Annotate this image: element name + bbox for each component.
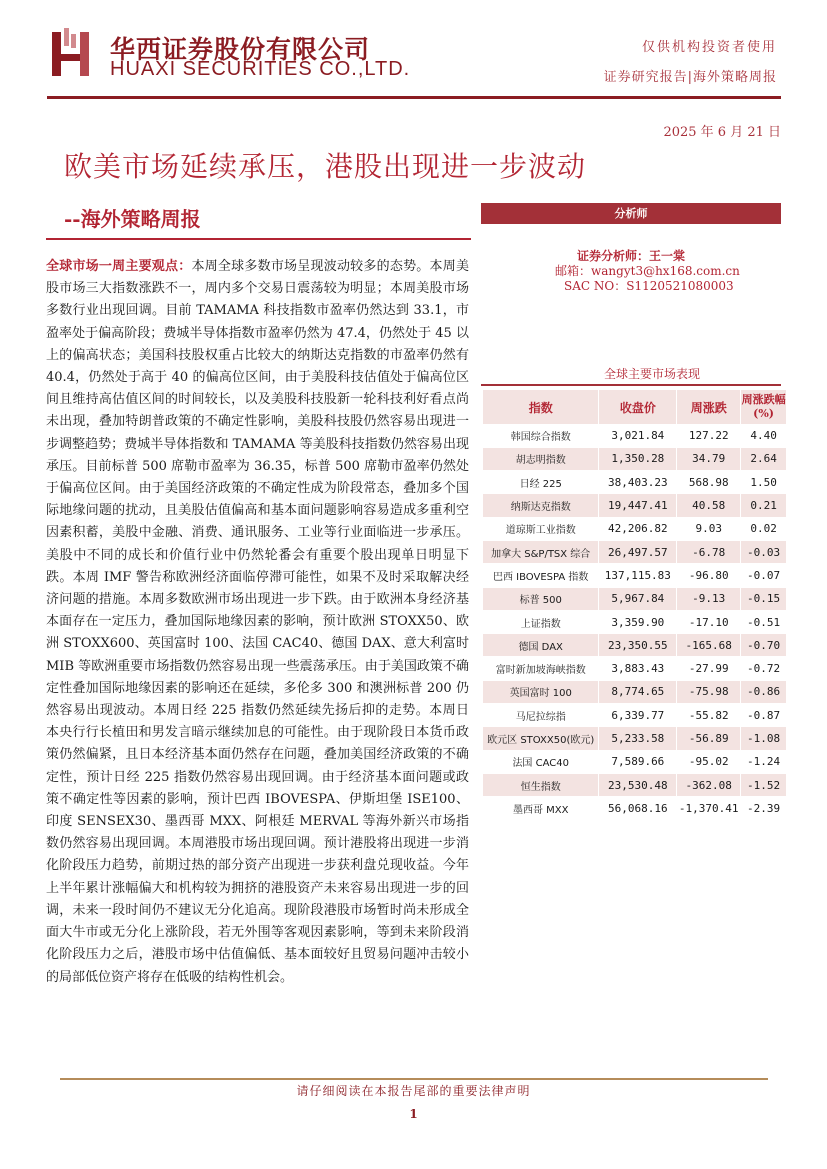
cell-change-pct: -1.52 (741, 773, 787, 796)
table-row (483, 494, 787, 517)
legal-notice: 请仔细阅读在本报告尾部的重要法律声明 (296, 1084, 531, 1098)
col-header-change: 周涨跌 (677, 390, 741, 424)
cell-change-pct: 0.21 (741, 494, 787, 517)
cell-close: 3,021.84 (599, 424, 677, 447)
cell-change-pct: -0.72 (741, 657, 787, 680)
cell-close: 38,403.23 (599, 471, 677, 494)
cell-change: -95.02 (677, 750, 741, 773)
cell-index-name: 墨西哥 MXX (483, 797, 599, 820)
cell-close: 137,115.83 (599, 564, 677, 587)
cell-change: -75.98 (677, 680, 741, 703)
cell-change: -9.13 (677, 587, 741, 610)
cell-change: 568.98 (677, 471, 741, 494)
cell-change-pct: 1.50 (741, 471, 787, 494)
table-row (483, 564, 787, 587)
cell-change: -96.80 (677, 564, 741, 587)
cell-change-pct: -0.03 (741, 540, 787, 563)
table-row (483, 471, 787, 494)
cell-change-pct: -0.86 (741, 680, 787, 703)
cell-index-name: 加拿大 S&P/TSX 综合 (483, 540, 599, 563)
cell-change: -165.68 (677, 634, 741, 657)
market-table-divider (481, 384, 781, 386)
cell-index-name: 胡志明指数 (483, 447, 599, 470)
report-subtitle: --海外策略周报 (64, 207, 201, 231)
subtitle-divider (46, 238, 471, 240)
cell-close: 1,350.28 (599, 447, 677, 470)
cell-index-name: 英国富时 100 (483, 680, 599, 703)
col-header-close: 收盘价 (599, 390, 677, 424)
header-divider (47, 96, 781, 99)
page-number: 1 (409, 1107, 418, 1121)
table-row (483, 447, 787, 470)
cell-index-name: 马尼拉综指 (483, 704, 599, 727)
table-row (483, 424, 787, 447)
cell-change: -27.99 (677, 657, 741, 680)
cell-change: 40.58 (677, 494, 741, 517)
cell-change-pct: -1.08 (741, 727, 787, 750)
table-row (483, 634, 787, 657)
cell-index-name: 巴西 IBOVESPA 指数 (483, 564, 599, 587)
cell-change-pct: 2.64 (741, 447, 787, 470)
cell-change: -6.78 (677, 540, 741, 563)
table-row (483, 750, 787, 773)
cell-index-name: 法国 CAC40 (483, 750, 599, 773)
cell-change-pct: -0.51 (741, 610, 787, 633)
cell-index-name: 德国 DAX (483, 634, 599, 657)
table-row (483, 657, 787, 680)
cell-change-pct: -0.07 (741, 564, 787, 587)
cell-change-pct: 4.40 (741, 424, 787, 447)
cell-index-name: 富时新加坡海峡指数 (483, 657, 599, 680)
report-date: 2025 年 6 月 21 日 (663, 125, 781, 140)
cell-change: -1,370.41 (677, 797, 741, 820)
col-header-change-pct: 周涨跌幅(%) (741, 390, 787, 424)
cell-change: 9.03 (677, 517, 741, 540)
col-header-index: 指数 (483, 390, 599, 424)
table-row (483, 727, 787, 750)
cell-close: 7,589.66 (599, 750, 677, 773)
cell-close: 6,339.77 (599, 704, 677, 727)
cell-close: 3,359.90 (599, 610, 677, 633)
cell-change: -56.89 (677, 727, 741, 750)
table-row (483, 773, 787, 796)
table-row (483, 540, 787, 563)
cell-index-name: 上证指数 (483, 610, 599, 633)
cell-change: -362.08 (677, 773, 741, 796)
analyst-section-header: 分析师 (481, 203, 781, 224)
cell-change-pct: -0.15 (741, 587, 787, 610)
cell-index-name: 标普 500 (483, 587, 599, 610)
cell-index-name: 道琼斯工业指数 (483, 517, 599, 540)
cell-close: 23,350.55 (599, 634, 677, 657)
cell-change-pct: -1.24 (741, 750, 787, 773)
analyst-sac-number: SAC NO：S1120521080003 (564, 279, 734, 293)
body-content: 本周全球多数市场呈现波动较多的态势。本周美股市场三大指数涨跌不一，周内多个交易日震荡较为明显；本周美股市场多数行业出现回调。目前 TAMAMA 科技指数市盈率仍然达到 33.1，市盈率处于偏高阶段；费城半导体指数市盈率仍然为 47.4，仍然处于 45 以上的偏高状态；美国科技股权重占比较大的纳斯达克指数的市盈率仍然有 40.4，仍然处于高于 40 的偏高位区间，由于美股科技估值处于偏高位区间且维持高估值区间的时间较长，以及美股科技股新一轮科技利好看点尚未出现，叠加特朗普政策的不确定性影响，美股科技股仍然容易出现进一步调整趋势；费城半导体指数和 TAMAMA 等美股科技指数仍然容易出现承压。目前标普 500 席勒市盈率为 36.35，标普 500 席勒市盈率仍然处于偏高位区间。由于美国经济政策的不确定性成为阶段常态，叠加多个国际地缘问题的扰动，且美股估值偏高和基本面问题影响容易造成多重利空因素积蓄，美股中金融、消费、通讯服务、工业等行业面临进一步承压。美股中不同的成长和价值行业中仍然轮番会有重要个股出现单日明显下跌。本周 IMF 警告称欧洲经济面临停滞可能性，如果不及时采取解决经济问题的措施。本周多数欧洲市场出现进一步下跌。由于欧洲本身经济基本面存在一定压力，叠加国际地缘因素的影响，预计欧洲 STOXX50、欧洲 STOXX600、英国富时 100、法国 CAC40、德国 DAX、意大利富时 MIB 等欧洲重要市场指数仍然容易出现一些震荡承压。由于美国政策不确定性叠加国际地缘因素的影响还在延续，多伦多 300 和澳洲标普 200 仍然容易出现波动。本周日经 225 指数仍然延续先扬后抑的走势。本周日本央行行长植田和男发言暗示继续加息的可能性。由于现阶段日本货币政策仍然偏紧，且日本经济基本面仍然存在问题，叠加美国经济政策的不确定性，预计日经 225 指数仍然容易出现回调。由于经济基本面问题或政策不确定性等因素的影响，预计巴西 IBOVESPA、伊斯坦堡 ISE100、印度 SENSEX30、墨西哥 MXX、阿根廷 MERVAL 等海外新兴市场指数仍然容易出现回调。本周港股市场出现回调。预计港股将出现进一步消化阶段压力趋势，前期过热的部分资产出现进一步获利盘兑现收益。今年上半年累计涨幅偏大和机构较为拥挤的港股资产未来容易出现进一步的回调，未来一段时间仍不建议无分化追高。现阶段港股市场暂时尚未形成全面大牛市或无分化上涨阶段，若无外围等客观因素影响，等到未来阶段消化阶段压力之后，港股市场中估值偏低、基本面较好且贸易问题冲击较小的局部低位资产将存在低吸的结构性机会。 (46, 259, 469, 985)
market-table (483, 390, 787, 821)
market-table-header (483, 390, 787, 424)
table-row (483, 610, 787, 633)
table-row (483, 704, 787, 727)
table-row (483, 587, 787, 610)
cell-close: 19,447.41 (599, 494, 677, 517)
body-paragraph (46, 256, 469, 989)
cell-close: 23,530.48 (599, 773, 677, 796)
huaxi-logo-icon (50, 28, 98, 78)
analyst-email: 邮箱：wangyt3@hx168.com.cn (555, 264, 740, 278)
market-table-title: 全球主要市场表现 (604, 367, 701, 381)
table-row (483, 517, 787, 540)
analyst-name: 证券分析师：王一棠 (576, 249, 685, 263)
lead-label: 全球市场一周主要观点： (46, 259, 192, 274)
report-type: 证券研究报告|海外策略周报 (603, 70, 777, 85)
audience-note: 仅供机构投资者使用 (641, 40, 777, 55)
cell-close: 26,497.57 (599, 540, 677, 563)
cell-index-name: 韩国综合指数 (483, 424, 599, 447)
cell-close: 8,774.65 (599, 680, 677, 703)
cell-change: -55.82 (677, 704, 741, 727)
cell-close: 5,233.58 (599, 727, 677, 750)
table-row (483, 797, 787, 820)
cell-index-name: 日经 225 (483, 471, 599, 494)
company-name-en: HUAXI SECURITIES CO.,LTD. (110, 58, 411, 80)
report-title: 欧美市场延续承压，港股出现进一步波动 (64, 150, 587, 183)
cell-close: 5,967.84 (599, 587, 677, 610)
cell-index-name: 欧元区 STOXX50(欧元) (483, 727, 599, 750)
cell-close: 56,068.16 (599, 797, 677, 820)
cell-change-pct: -0.70 (741, 634, 787, 657)
cell-change-pct: -0.87 (741, 704, 787, 727)
cell-close: 42,206.82 (599, 517, 677, 540)
cell-change: -17.10 (677, 610, 741, 633)
cell-index-name: 纳斯达克指数 (483, 494, 599, 517)
footer-divider (60, 1078, 768, 1080)
company-name-cn: 华西证券股份有限公司 (110, 35, 371, 64)
table-row (483, 680, 787, 703)
cell-index-name: 恒生指数 (483, 773, 599, 796)
cell-change-pct: 0.02 (741, 517, 787, 540)
cell-close: 3,883.43 (599, 657, 677, 680)
cell-change: 34.79 (677, 447, 741, 470)
cell-change: 127.22 (677, 424, 741, 447)
cell-change-pct: -2.39 (741, 797, 787, 820)
